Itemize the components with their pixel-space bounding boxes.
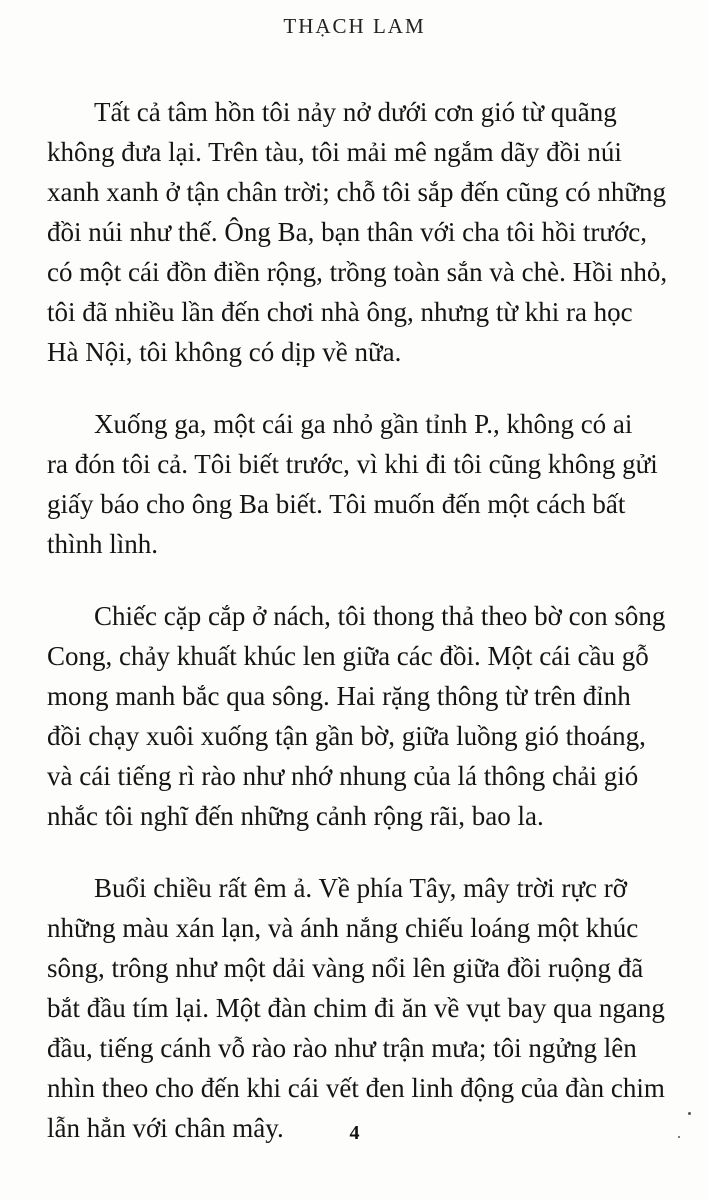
text-line: Chiếc cặp cắp ở nách, tôi thong thả theo bờ con sông xyxy=(94,601,666,631)
text-line: Buổi chiều rất êm ả. Về phía Tây, mây trời rực rỡ xyxy=(94,873,628,903)
text-line: Xuống ga, một cái ga nhỏ gần tỉnh P., không có ai xyxy=(94,409,633,439)
text-line: lẫn hẳn với chân mây. xyxy=(47,1113,284,1143)
text-line: nhắc tôi nghĩ đến những cảnh rộng rãi, bao la. xyxy=(47,801,544,831)
text-line: những màu xán lạn, và ánh nắng chiếu loáng một khúc xyxy=(47,913,639,943)
text-line: đồi núi như thế. Ông Ba, bạn thân với cha tôi hồi trước, xyxy=(47,217,647,247)
running-header-title: THẠCH LAM xyxy=(283,14,426,38)
text-line: không đưa lại. Trên tàu, tôi mải mê ngắm dãy đồi núi xyxy=(47,137,622,167)
text-line: Tất cả tâm hồn tôi nảy nở dưới cơn gió từ quãng xyxy=(94,97,617,127)
paragraph-2 xyxy=(47,404,687,564)
text-line: đồi chạy xuôi xuống tận gần bờ, giữa luồng gió thoáng, xyxy=(47,721,646,751)
paragraph-1 xyxy=(47,92,687,372)
body-text xyxy=(47,92,687,1148)
text-line: mong manh bắc qua sông. Hai rặng thông từ trên đỉnh xyxy=(47,681,631,711)
text-line: và cái tiếng rì rào như nhớ nhung của lá thông chải gió xyxy=(47,761,639,791)
text-line: có một cái đồn điền rộng, trồng toàn sắn và chè. Hồi nhỏ, xyxy=(47,257,668,287)
paragraph-spacer xyxy=(47,372,687,404)
paragraph-spacer xyxy=(47,836,687,868)
text-line: Cong, chảy khuất khúc len giữa các đồi. Một cái cầu gỗ xyxy=(47,641,649,671)
text-line: bắt đầu tím lại. Một đàn chim đi ăn về vụt bay qua ngang xyxy=(47,993,665,1023)
text-line: giấy báo cho ông Ba biết. Tôi muốn đến một cách bất xyxy=(47,489,626,519)
scan-speck xyxy=(688,1112,691,1115)
text-line: thình lình. xyxy=(47,529,159,559)
text-line: tôi đã nhiều lần đến chơi nhà ông, nhưng từ khi ra học xyxy=(47,297,633,327)
text-line: sông, trông như một dải vàng nổi lên giữa đồi ruộng đã xyxy=(47,953,644,983)
scan-speck xyxy=(678,1136,680,1138)
text-line: xanh xanh ở tận chân trời; chỗ tôi sắp đến cũng có những xyxy=(47,177,667,207)
paragraph-4 xyxy=(47,868,687,1148)
text-line: nhìn theo cho đến khi cái vết đen linh động của đàn chim xyxy=(47,1073,665,1103)
paragraph-3 xyxy=(47,596,687,836)
text-line: ra đón tôi cả. Tôi biết trước, vì khi đi tôi cũng không gửi xyxy=(47,449,658,479)
paragraph-spacer xyxy=(47,564,687,596)
text-line: đầu, tiếng cánh vỗ rào rào như trận mưa; tôi ngửng lên xyxy=(47,1033,637,1063)
page-number: 4 xyxy=(349,1122,360,1144)
text-line: Hà Nội, tôi không có dịp về nữa. xyxy=(47,337,402,367)
